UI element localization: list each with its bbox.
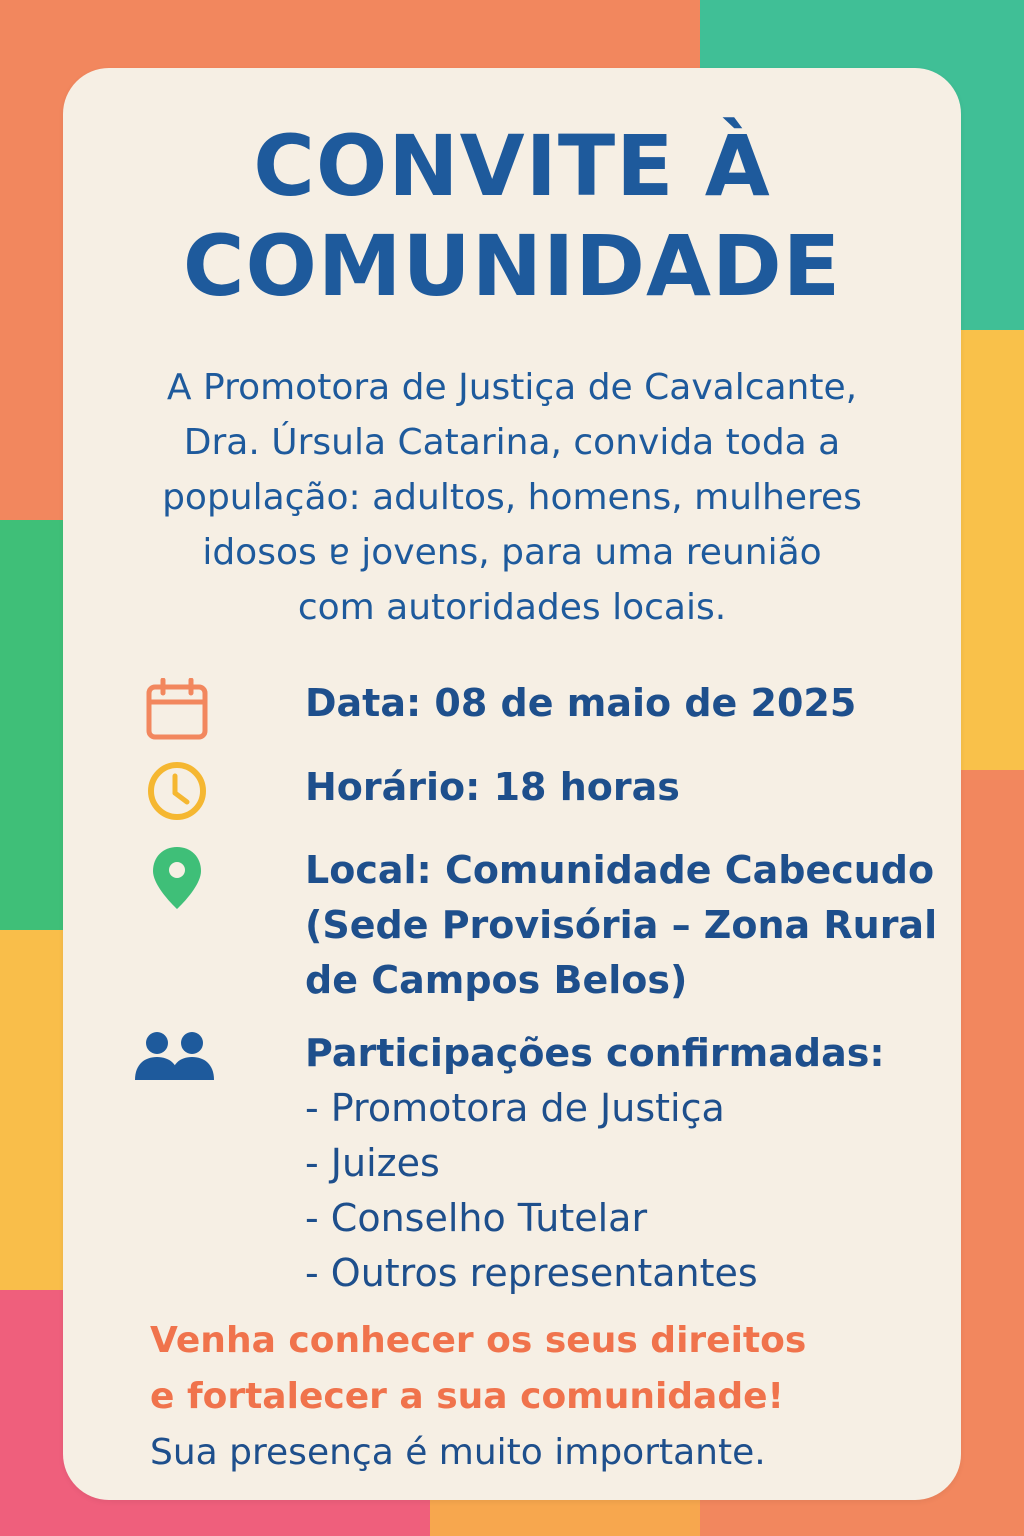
time-value: Horário: 18 horas: [305, 765, 680, 809]
people-icon: [133, 1030, 217, 1086]
intro-line: com autoridades locais.: [297, 587, 727, 628]
location-line: de Campos Belos): [305, 958, 688, 1002]
page-title: [63, 116, 961, 316]
participant-item: - Conselho Tutelar: [305, 1196, 648, 1240]
cta-line-2: e fortalecer a sua comunidade!: [150, 1376, 784, 1417]
intro-line: Dra. Úrsula Catarina, convida toda a: [183, 422, 841, 463]
cta-line-1: Venha conhecer os seus direitos: [150, 1320, 807, 1361]
call-to-action: [150, 1313, 930, 1425]
date-value: Data: 08 de maio de 2025: [305, 681, 857, 725]
title-line-2: COMUNIDADE: [182, 217, 842, 315]
time-text: [305, 760, 945, 815]
location-text: [305, 843, 945, 1008]
date-text: [305, 676, 945, 731]
intro-line: A Promotora de Justiça de Cavalcante,: [166, 367, 858, 408]
title-line-1: CONVITE À: [253, 117, 771, 215]
participant-item: - Outros representantes: [305, 1251, 758, 1295]
participants-heading: Participações confirmadas:: [305, 1031, 885, 1075]
location-line: (Sede Provisória – Zona Rural: [305, 903, 938, 947]
location-line: Local: Comunidade Cabecudo: [305, 848, 935, 892]
participants-text: [305, 1026, 945, 1301]
invitation-card: [63, 68, 961, 1500]
closing-text: Sua presença é muito importante.: [150, 1432, 766, 1473]
participant-item: - Promotora de Justiça: [305, 1086, 725, 1130]
map-pin-icon: [150, 845, 204, 915]
intro-line: idosos ɐ jovens, para uma reunião: [202, 532, 822, 573]
intro-line: população: adultos, homens, mulheres: [162, 477, 862, 518]
calendar-icon: [145, 678, 209, 744]
clock-icon: [145, 760, 209, 826]
intro-paragraph: [103, 360, 921, 635]
participant-item: - Juizes: [305, 1141, 440, 1185]
